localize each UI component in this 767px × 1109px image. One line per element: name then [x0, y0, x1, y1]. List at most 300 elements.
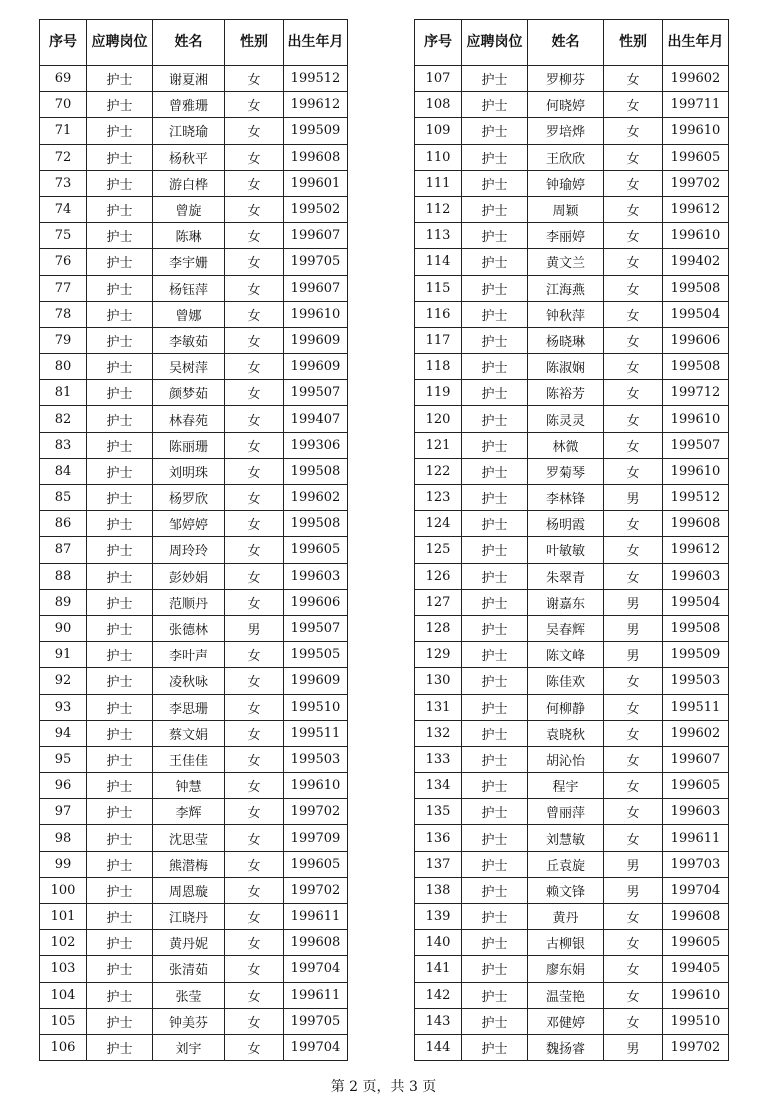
table-row [40, 170, 348, 196]
cell-birth: 199610 [284, 301, 348, 327]
cell-gender: 女 [604, 380, 663, 406]
cell-name: 李叶声 [153, 642, 225, 668]
cell-birth: 199509 [284, 118, 348, 144]
table-row [415, 380, 729, 406]
header-position: 应聘岗位 [462, 20, 528, 66]
cell-position: 护士 [462, 485, 528, 511]
table-row [40, 327, 348, 353]
cell-position: 护士 [87, 615, 153, 641]
cell-gender: 女 [225, 642, 284, 668]
cell-gender: 女 [604, 275, 663, 301]
cell-gender: 女 [604, 773, 663, 799]
cell-gender: 女 [604, 196, 663, 222]
cell-gender: 女 [225, 511, 284, 537]
cell-no: 89 [40, 589, 87, 615]
table-row [415, 327, 729, 353]
cell-birth: 199702 [284, 877, 348, 903]
cell-no: 137 [415, 851, 462, 877]
cell-position: 护士 [462, 458, 528, 484]
cell-birth: 199702 [663, 1034, 729, 1060]
cell-gender: 女 [604, 223, 663, 249]
cell-position: 护士 [462, 851, 528, 877]
cell-position: 护士 [87, 92, 153, 118]
cell-gender: 女 [604, 799, 663, 825]
table-row [40, 615, 348, 641]
cell-name: 朱翠青 [528, 563, 604, 589]
cell-no: 117 [415, 327, 462, 353]
cell-position: 护士 [87, 66, 153, 92]
cell-no: 81 [40, 380, 87, 406]
cell-position: 护士 [87, 511, 153, 537]
cell-position: 护士 [462, 275, 528, 301]
cell-name: 江海燕 [528, 275, 604, 301]
cell-name: 罗柳芬 [528, 66, 604, 92]
cell-name: 钟美芬 [153, 1008, 225, 1034]
cell-no: 119 [415, 380, 462, 406]
header-gender: 性别 [225, 20, 284, 66]
cell-birth: 199703 [663, 851, 729, 877]
cell-position: 护士 [462, 668, 528, 694]
cell-gender: 女 [225, 66, 284, 92]
cell-gender: 女 [604, 327, 663, 353]
cell-gender: 女 [604, 354, 663, 380]
cell-gender: 女 [604, 746, 663, 772]
cell-position: 护士 [462, 223, 528, 249]
table-row [40, 537, 348, 563]
cell-position: 护士 [87, 956, 153, 982]
cell-name: 蔡文娟 [153, 720, 225, 746]
cell-birth: 199602 [663, 720, 729, 746]
cell-name: 王欣欣 [528, 144, 604, 170]
cell-birth: 199608 [284, 930, 348, 956]
cell-no: 91 [40, 642, 87, 668]
table-row [415, 485, 729, 511]
cell-birth: 199605 [284, 537, 348, 563]
cell-no: 140 [415, 930, 462, 956]
cell-gender: 男 [604, 877, 663, 903]
cell-birth: 199610 [663, 406, 729, 432]
cell-gender: 女 [225, 92, 284, 118]
cell-position: 护士 [462, 825, 528, 851]
cell-gender: 女 [225, 720, 284, 746]
cell-name: 彭妙娟 [153, 563, 225, 589]
cell-gender: 女 [225, 485, 284, 511]
cell-name: 张莹 [153, 982, 225, 1008]
cell-no: 87 [40, 537, 87, 563]
cell-position: 护士 [462, 773, 528, 799]
cell-gender: 女 [604, 563, 663, 589]
cell-position: 护士 [462, 92, 528, 118]
cell-position: 护士 [87, 1034, 153, 1060]
cell-no: 133 [415, 746, 462, 772]
cell-position: 护士 [87, 485, 153, 511]
cell-birth: 199607 [284, 223, 348, 249]
cell-birth: 199709 [284, 825, 348, 851]
cell-gender: 女 [225, 249, 284, 275]
table-row [40, 458, 348, 484]
cell-birth: 199603 [284, 563, 348, 589]
cell-no: 134 [415, 773, 462, 799]
cell-gender: 女 [225, 118, 284, 144]
cell-gender: 女 [225, 982, 284, 1008]
table-row [415, 406, 729, 432]
cell-position: 护士 [87, 746, 153, 772]
cell-gender: 女 [225, 825, 284, 851]
cell-gender: 女 [225, 406, 284, 432]
cell-name: 吴春辉 [528, 615, 604, 641]
cell-name: 江晓瑜 [153, 118, 225, 144]
table-row [415, 170, 729, 196]
cell-gender: 女 [225, 301, 284, 327]
cell-position: 护士 [87, 406, 153, 432]
cell-birth: 199606 [663, 327, 729, 353]
cell-birth: 199601 [284, 170, 348, 196]
cell-birth: 199611 [284, 904, 348, 930]
cell-name: 林微 [528, 432, 604, 458]
table-row [40, 118, 348, 144]
cell-no: 75 [40, 223, 87, 249]
header-gender: 性别 [604, 20, 663, 66]
cell-gender: 女 [225, 589, 284, 615]
table-row [40, 66, 348, 92]
cell-name: 谢嘉东 [528, 589, 604, 615]
table-row [40, 642, 348, 668]
table-row [415, 746, 729, 772]
table-row [40, 668, 348, 694]
cell-name: 陈丽珊 [153, 432, 225, 458]
cell-birth: 199704 [284, 956, 348, 982]
cell-no: 69 [40, 66, 87, 92]
cell-no: 74 [40, 196, 87, 222]
cell-position: 护士 [462, 720, 528, 746]
cell-no: 127 [415, 589, 462, 615]
cell-birth: 199504 [663, 301, 729, 327]
table-row [415, 563, 729, 589]
cell-name: 曾雅珊 [153, 92, 225, 118]
cell-name: 温莹艳 [528, 982, 604, 1008]
cell-no: 135 [415, 799, 462, 825]
cell-gender: 女 [225, 773, 284, 799]
cell-position: 护士 [87, 851, 153, 877]
table-row [40, 1008, 348, 1034]
table-row [40, 956, 348, 982]
cell-name: 胡沁怡 [528, 746, 604, 772]
cell-name: 杨钰萍 [153, 275, 225, 301]
cell-birth: 199609 [284, 668, 348, 694]
cell-gender: 男 [604, 615, 663, 641]
cell-gender: 女 [604, 301, 663, 327]
cell-no: 120 [415, 406, 462, 432]
cell-position: 护士 [462, 511, 528, 537]
cell-gender: 女 [225, 930, 284, 956]
cell-birth: 199507 [663, 432, 729, 458]
cell-birth: 199608 [663, 904, 729, 930]
table-row [40, 799, 348, 825]
header-birth: 出生年月 [284, 20, 348, 66]
cell-position: 护士 [87, 223, 153, 249]
cell-birth: 199507 [284, 380, 348, 406]
cell-birth: 199511 [284, 720, 348, 746]
table-row [415, 92, 729, 118]
table-row [415, 432, 729, 458]
table-row [40, 511, 348, 537]
cell-position: 护士 [87, 275, 153, 301]
cell-position: 护士 [462, 66, 528, 92]
cell-birth: 199610 [663, 982, 729, 1008]
cell-birth: 199607 [284, 275, 348, 301]
table-row [415, 66, 729, 92]
cell-no: 122 [415, 458, 462, 484]
table-row [415, 668, 729, 694]
cell-no: 129 [415, 642, 462, 668]
cell-birth: 199603 [663, 563, 729, 589]
cell-birth: 199508 [663, 275, 729, 301]
table-row [415, 301, 729, 327]
cell-position: 护士 [87, 249, 153, 275]
table-row [40, 92, 348, 118]
page-footer: 第 2 页，共 3 页 [330, 1079, 437, 1095]
cell-no: 76 [40, 249, 87, 275]
cell-no: 71 [40, 118, 87, 144]
cell-position: 护士 [462, 537, 528, 563]
cell-no: 139 [415, 904, 462, 930]
table-row [40, 432, 348, 458]
cell-gender: 女 [225, 956, 284, 982]
cell-no: 86 [40, 511, 87, 537]
table-row [415, 223, 729, 249]
cell-name: 袁晓秋 [528, 720, 604, 746]
roster-table-left [39, 19, 348, 1061]
cell-no: 107 [415, 66, 462, 92]
cell-position: 护士 [87, 144, 153, 170]
cell-gender: 男 [604, 642, 663, 668]
cell-gender: 女 [604, 170, 663, 196]
cell-position: 护士 [87, 668, 153, 694]
cell-no: 82 [40, 406, 87, 432]
cell-no: 123 [415, 485, 462, 511]
table-row [415, 851, 729, 877]
cell-no: 108 [415, 92, 462, 118]
cell-name: 张清茹 [153, 956, 225, 982]
cell-name: 刘明珠 [153, 458, 225, 484]
cell-birth: 199610 [663, 458, 729, 484]
header-no: 序号 [40, 20, 87, 66]
cell-name: 陈淑娴 [528, 354, 604, 380]
cell-birth: 199605 [663, 773, 729, 799]
cell-birth: 199702 [663, 170, 729, 196]
cell-name: 黄文兰 [528, 249, 604, 275]
header-position: 应聘岗位 [87, 20, 153, 66]
cell-no: 78 [40, 301, 87, 327]
cell-gender: 男 [604, 851, 663, 877]
table-row [415, 1034, 729, 1060]
cell-no: 90 [40, 615, 87, 641]
cell-birth: 199705 [284, 1008, 348, 1034]
cell-name: 刘慧敏 [528, 825, 604, 851]
cell-name: 周恩璇 [153, 877, 225, 903]
cell-birth: 199502 [284, 196, 348, 222]
cell-no: 80 [40, 354, 87, 380]
cell-name: 杨明霞 [528, 511, 604, 537]
cell-no: 111 [415, 170, 462, 196]
table-row [415, 458, 729, 484]
cell-name: 廖东娟 [528, 956, 604, 982]
cell-position: 护士 [87, 354, 153, 380]
cell-birth: 199711 [663, 92, 729, 118]
cell-gender: 女 [225, 851, 284, 877]
cell-name: 邹婷婷 [153, 511, 225, 537]
cell-gender: 女 [225, 799, 284, 825]
cell-name: 李丽婷 [528, 223, 604, 249]
cell-name: 钟秋萍 [528, 301, 604, 327]
cell-position: 护士 [462, 406, 528, 432]
cell-position: 护士 [87, 877, 153, 903]
cell-no: 95 [40, 746, 87, 772]
cell-name: 杨晓琳 [528, 327, 604, 353]
cell-name: 钟瑜婷 [528, 170, 604, 196]
cell-no: 97 [40, 799, 87, 825]
cell-name: 李宇姗 [153, 249, 225, 275]
cell-gender: 女 [604, 458, 663, 484]
cell-position: 护士 [87, 589, 153, 615]
cell-position: 护士 [87, 327, 153, 353]
cell-gender: 女 [604, 930, 663, 956]
cell-position: 护士 [462, 354, 528, 380]
cell-position: 护士 [87, 301, 153, 327]
cell-position: 护士 [462, 642, 528, 668]
cell-position: 护士 [462, 301, 528, 327]
cell-gender: 女 [604, 668, 663, 694]
table-row [40, 930, 348, 956]
cell-name: 陈文峰 [528, 642, 604, 668]
roster-table-right [414, 19, 729, 1061]
cell-position: 护士 [87, 773, 153, 799]
table-row [40, 746, 348, 772]
cell-no: 132 [415, 720, 462, 746]
table-row [415, 144, 729, 170]
cell-no: 130 [415, 668, 462, 694]
cell-position: 护士 [462, 746, 528, 772]
table-row [40, 485, 348, 511]
cell-name: 曾娜 [153, 301, 225, 327]
cell-no: 143 [415, 1008, 462, 1034]
cell-name: 赖文锋 [528, 877, 604, 903]
cell-birth: 199605 [663, 930, 729, 956]
cell-position: 护士 [87, 642, 153, 668]
cell-name: 程宇 [528, 773, 604, 799]
cell-no: 85 [40, 485, 87, 511]
cell-no: 77 [40, 275, 87, 301]
cell-no: 73 [40, 170, 87, 196]
cell-name: 杨秋平 [153, 144, 225, 170]
cell-gender: 女 [604, 825, 663, 851]
cell-birth: 199704 [284, 1034, 348, 1060]
table-row [40, 223, 348, 249]
cell-gender: 女 [604, 511, 663, 537]
cell-name: 魏扬睿 [528, 1034, 604, 1060]
cell-birth: 199511 [663, 694, 729, 720]
cell-name: 丘袁旋 [528, 851, 604, 877]
cell-gender: 女 [604, 406, 663, 432]
cell-no: 113 [415, 223, 462, 249]
cell-gender: 女 [225, 668, 284, 694]
cell-birth: 199607 [663, 746, 729, 772]
table-row [40, 982, 348, 1008]
cell-position: 护士 [87, 563, 153, 589]
cell-no: 93 [40, 694, 87, 720]
cell-position: 护士 [462, 589, 528, 615]
cell-birth: 199407 [284, 406, 348, 432]
cell-position: 护士 [87, 1008, 153, 1034]
cell-birth: 199611 [284, 982, 348, 1008]
cell-birth: 199605 [284, 851, 348, 877]
cell-position: 护士 [462, 380, 528, 406]
cell-name: 陈裕芳 [528, 380, 604, 406]
cell-birth: 199508 [663, 354, 729, 380]
table-row [40, 406, 348, 432]
cell-no: 118 [415, 354, 462, 380]
cell-birth: 199610 [663, 118, 729, 144]
cell-name: 杨罗欣 [153, 485, 225, 511]
cell-name: 陈佳欢 [528, 668, 604, 694]
table-row [40, 589, 348, 615]
header-name: 姓名 [153, 20, 225, 66]
table-row [415, 1008, 729, 1034]
table-row [40, 275, 348, 301]
cell-birth: 199611 [663, 825, 729, 851]
cell-position: 护士 [462, 615, 528, 641]
cell-gender: 女 [225, 196, 284, 222]
cell-position: 护士 [462, 694, 528, 720]
table-row [415, 118, 729, 144]
cell-name: 叶敏敏 [528, 537, 604, 563]
cell-no: 98 [40, 825, 87, 851]
cell-gender: 女 [225, 170, 284, 196]
table-row [40, 694, 348, 720]
cell-birth: 199306 [284, 432, 348, 458]
cell-name: 李辉 [153, 799, 225, 825]
cell-gender: 女 [604, 66, 663, 92]
cell-birth: 199504 [663, 589, 729, 615]
cell-name: 钟慧 [153, 773, 225, 799]
table-row [415, 956, 729, 982]
cell-no: 141 [415, 956, 462, 982]
cell-birth: 199705 [284, 249, 348, 275]
cell-no: 92 [40, 668, 87, 694]
cell-name: 罗菊琴 [528, 458, 604, 484]
cell-gender: 女 [225, 275, 284, 301]
cell-name: 陈琳 [153, 223, 225, 249]
cell-gender: 女 [604, 956, 663, 982]
cell-name: 古柳银 [528, 930, 604, 956]
cell-no: 104 [40, 982, 87, 1008]
cell-gender: 女 [225, 904, 284, 930]
cell-no: 114 [415, 249, 462, 275]
table-row [415, 537, 729, 563]
cell-name: 曾旋 [153, 196, 225, 222]
cell-birth: 199508 [663, 615, 729, 641]
table-row [415, 799, 729, 825]
cell-no: 106 [40, 1034, 87, 1060]
cell-birth: 199510 [663, 1008, 729, 1034]
cell-name: 曾丽萍 [528, 799, 604, 825]
table-row [40, 825, 348, 851]
table-row [415, 589, 729, 615]
cell-no: 100 [40, 877, 87, 903]
table-row [40, 144, 348, 170]
cell-no: 109 [415, 118, 462, 144]
cell-gender: 男 [604, 485, 663, 511]
